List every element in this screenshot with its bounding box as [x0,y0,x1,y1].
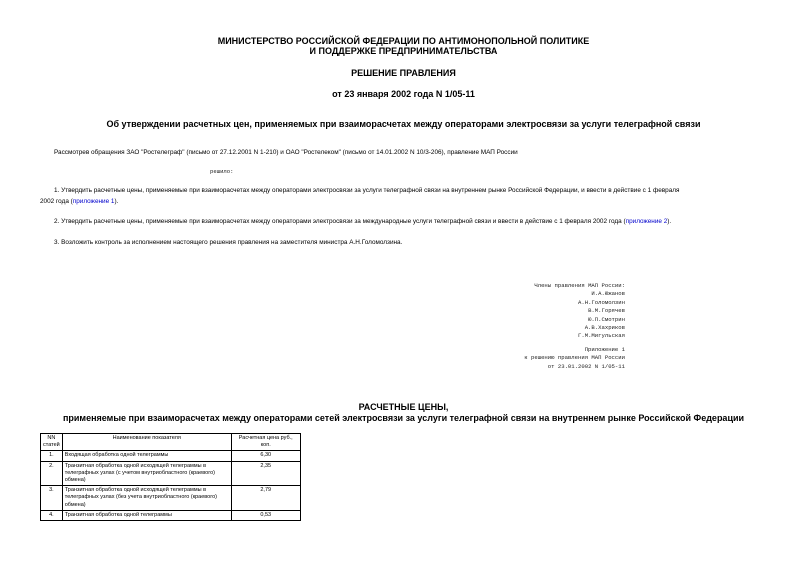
column-header-number: NN статей [41,434,63,451]
signature-name: Ю.П.Смотрин [588,315,625,323]
decision-title: РЕШЕНИЕ ПРАВЛЕНИЯ [351,68,456,78]
signature-name: В.М.Горячев [588,307,625,315]
item-3: 3. Возложить контроль за исполнением настоящего решения правления на заместителя министра А.Н.Голомолзина. [54,239,403,246]
prices-title: РАСЧЕТНЫЕ ЦЕНЫ, [358,402,449,412]
row-number: 3. [41,486,63,511]
appendix-ref-line-3: от 23.01.2002 N 1/05-11 [547,362,625,370]
item-2-text: 2. Утвердить расчетные цены, применяемые при взаиморасчетах между операторами электросвязи за международные услуги телеграфной связи и ввести в действие с 1 февраля 2002 года ( [54,218,626,225]
signature-name: Г.М.Мигульская [578,332,625,340]
row-name: Транзитная обработка одной телеграммы [62,510,231,520]
row-price: 6,30 [231,451,300,461]
table-row [41,510,301,520]
item-1-end: ). [114,198,119,205]
preamble: Рассмотрев обращения ЗАО "Ростелеграф" (письмо от 27.12.2001 N 1-210) и ОАО "Ростелеком" (письмо от 14.01.2002 N 10/3-206), правление МАП России [54,149,518,156]
ministry-line-1: МИНИСТЕРСТВО РОССИЙСКОЙ ФЕДЕРАЦИИ ПО АНТИМОНОПОЛЬНОЙ ПОЛИТИКЕ [217,36,590,46]
row-name: Транзитная обработка одной исходящей телеграммы в телеграфных узлах (без учета внутриобластного (краевого) обмена) [62,486,231,511]
item-1-cont: 2002 года ( [40,198,73,205]
row-price: 2,35 [231,461,300,486]
table-row [41,461,301,486]
row-name: Транзитная обработка одной исходящей телеграммы в телеграфных узлах (с учетом внутриобластного (краевого) обмена) [62,461,231,486]
row-name: Входящая обработка одной телеграммы [62,451,231,461]
item-2-end: ). [667,218,672,225]
ministry-line-2: И ПОДДЕРЖКЕ ПРЕДПРИНИМАТЕЛЬСТВА [309,46,498,56]
signatures-block [420,282,625,341]
table-header-row [41,434,301,451]
column-header-price: Расчетная цена руб., коп. [231,434,300,451]
table-row [41,486,301,511]
row-number: 4. [41,510,63,520]
prices-subtitle: применяемые при взаиморасчетах между операторами сетей электросвязи за услуги телеграфной связи на внутреннем рынке Российской Федерации [62,413,745,423]
row-number: 1. [41,451,63,461]
resolved-label: решило: [210,168,234,175]
appendix-ref-line-2: к решению правления МАП России [524,354,625,362]
row-price: 0,53 [231,510,300,520]
appendix-2-link[interactable]: приложение 2 [625,218,668,225]
row-price: 2,79 [231,486,300,511]
item-1-line-1: 1. Утвердить расчетные цены, применяемые при взаиморасчетах между операторами электросвязи за услуги телеграфной связи на внутреннем рынке Российской Федерации, и ввести в действие с 1 февраля [54,187,680,194]
item-2 [54,217,671,227]
table-row [41,451,301,461]
signature-name: А.В.Хахриков [584,324,625,332]
item-1-line-2 [40,197,118,207]
row-number: 2. [41,461,63,486]
decision-date-number: от 23 января 2002 года N 1/05-11 [332,89,475,99]
signatures-title: Члены правления МАП России: [534,282,625,289]
prices-table [40,433,301,521]
appendix-reference [420,346,625,371]
appendix-1-link[interactable]: приложение 1 [72,198,115,205]
document-subject: Об утверждении расчетных цен, применяемых при взаиморасчетах между операторами электросвязи за услуги телеграфной связи [106,119,701,129]
signature-name: А.Н.Голомолзин [578,298,625,306]
column-header-name: Наименование показателя [62,434,231,451]
appendix-ref-line-1: Приложение 1 [584,346,625,353]
signature-name: И.А.Южанов [591,290,625,298]
